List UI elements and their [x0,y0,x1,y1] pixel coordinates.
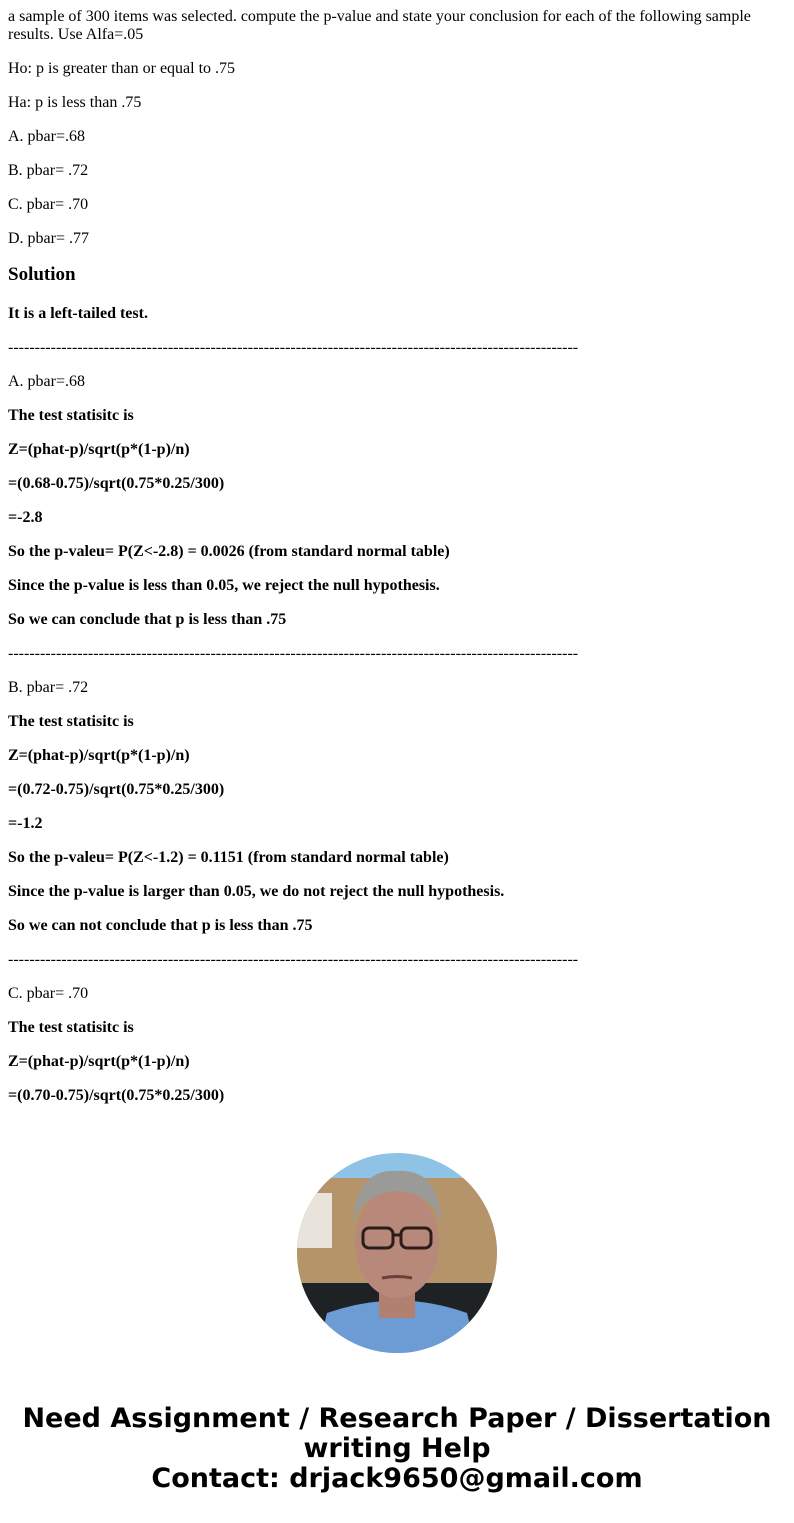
solution-paragraph: Z=(phat-p)/sqrt(p*(1-p)/n) [8,1053,190,1070]
solution-paragraph: So we can conclude that p is less than .75 [8,611,287,628]
solution-paragraph: It is a left-tailed test. [8,305,148,322]
divider: ----------------------------------------------------------------------------------------------------------- [8,645,579,662]
solution-paragraph: The test statisitc is [8,407,134,424]
footer-line-2: writing Help [303,1433,491,1464]
solution-paragraph: Since the p-value is larger than 0.05, we do not reject the null hypothesis. [8,883,505,900]
solution-paragraph: B. pbar= .72 [8,679,89,696]
footer-line-1: Need Assignment / Research Paper / Dissertation [22,1403,772,1434]
solution-body [8,305,786,1105]
solution-paragraph: =-2.8 [8,509,43,526]
solution-paragraph: Z=(phat-p)/sqrt(p*(1-p)/n) [8,441,190,458]
footer-contact: Contact: drjack9650@gmail.com [151,1463,643,1494]
solution-paragraph: So the p-valeu= P(Z<-1.2) = 0.1151 (from standard normal table) [8,849,449,866]
solution-paragraph: =(0.70-0.75)/sqrt(0.75*0.25/300) [8,1087,225,1104]
option-d: D. pbar= .77 [8,230,90,247]
question-intro: a sample of 300 items was selected. compute the p-value and state your conclusion for each of the following sample results. Use Alfa=.05 [8,8,751,43]
solution-paragraph: =-1.2 [8,815,43,832]
contact-footer [0,1404,794,1494]
option-c: C. pbar= .70 [8,196,89,213]
author-portrait [297,1153,497,1353]
alternative-hypothesis: Ha: p is less than .75 [8,94,142,111]
options-list [8,128,786,248]
solution-paragraph: =(0.72-0.75)/sqrt(0.75*0.25/300) [8,781,225,798]
solution-paragraph: Since the p-value is less than 0.05, we reject the null hypothesis. [8,577,440,594]
divider: ----------------------------------------------------------------------------------------------------------- [8,951,579,968]
solution-paragraph: The test statisitc is [8,1019,134,1036]
option-a: A. pbar=.68 [8,128,86,145]
solution-heading: Solution [8,264,76,285]
solution-paragraph: So we can not conclude that p is less than .75 [8,917,313,934]
solution-paragraph: C. pbar= .70 [8,985,89,1002]
solution-paragraph: A. pbar=.68 [8,373,86,390]
solution-paragraph: So the p-valeu= P(Z<-2.8) = 0.0026 (from standard normal table) [8,543,450,560]
null-hypothesis: Ho: p is greater than or equal to .75 [8,60,236,77]
divider: ----------------------------------------------------------------------------------------------------------- [8,339,579,356]
author-portrait-image [297,1153,497,1353]
option-b: B. pbar= .72 [8,162,89,179]
solution-paragraph: =(0.68-0.75)/sqrt(0.75*0.25/300) [8,475,225,492]
solution-paragraph: Z=(phat-p)/sqrt(p*(1-p)/n) [8,747,190,764]
solution-paragraph: The test statisitc is [8,713,134,730]
